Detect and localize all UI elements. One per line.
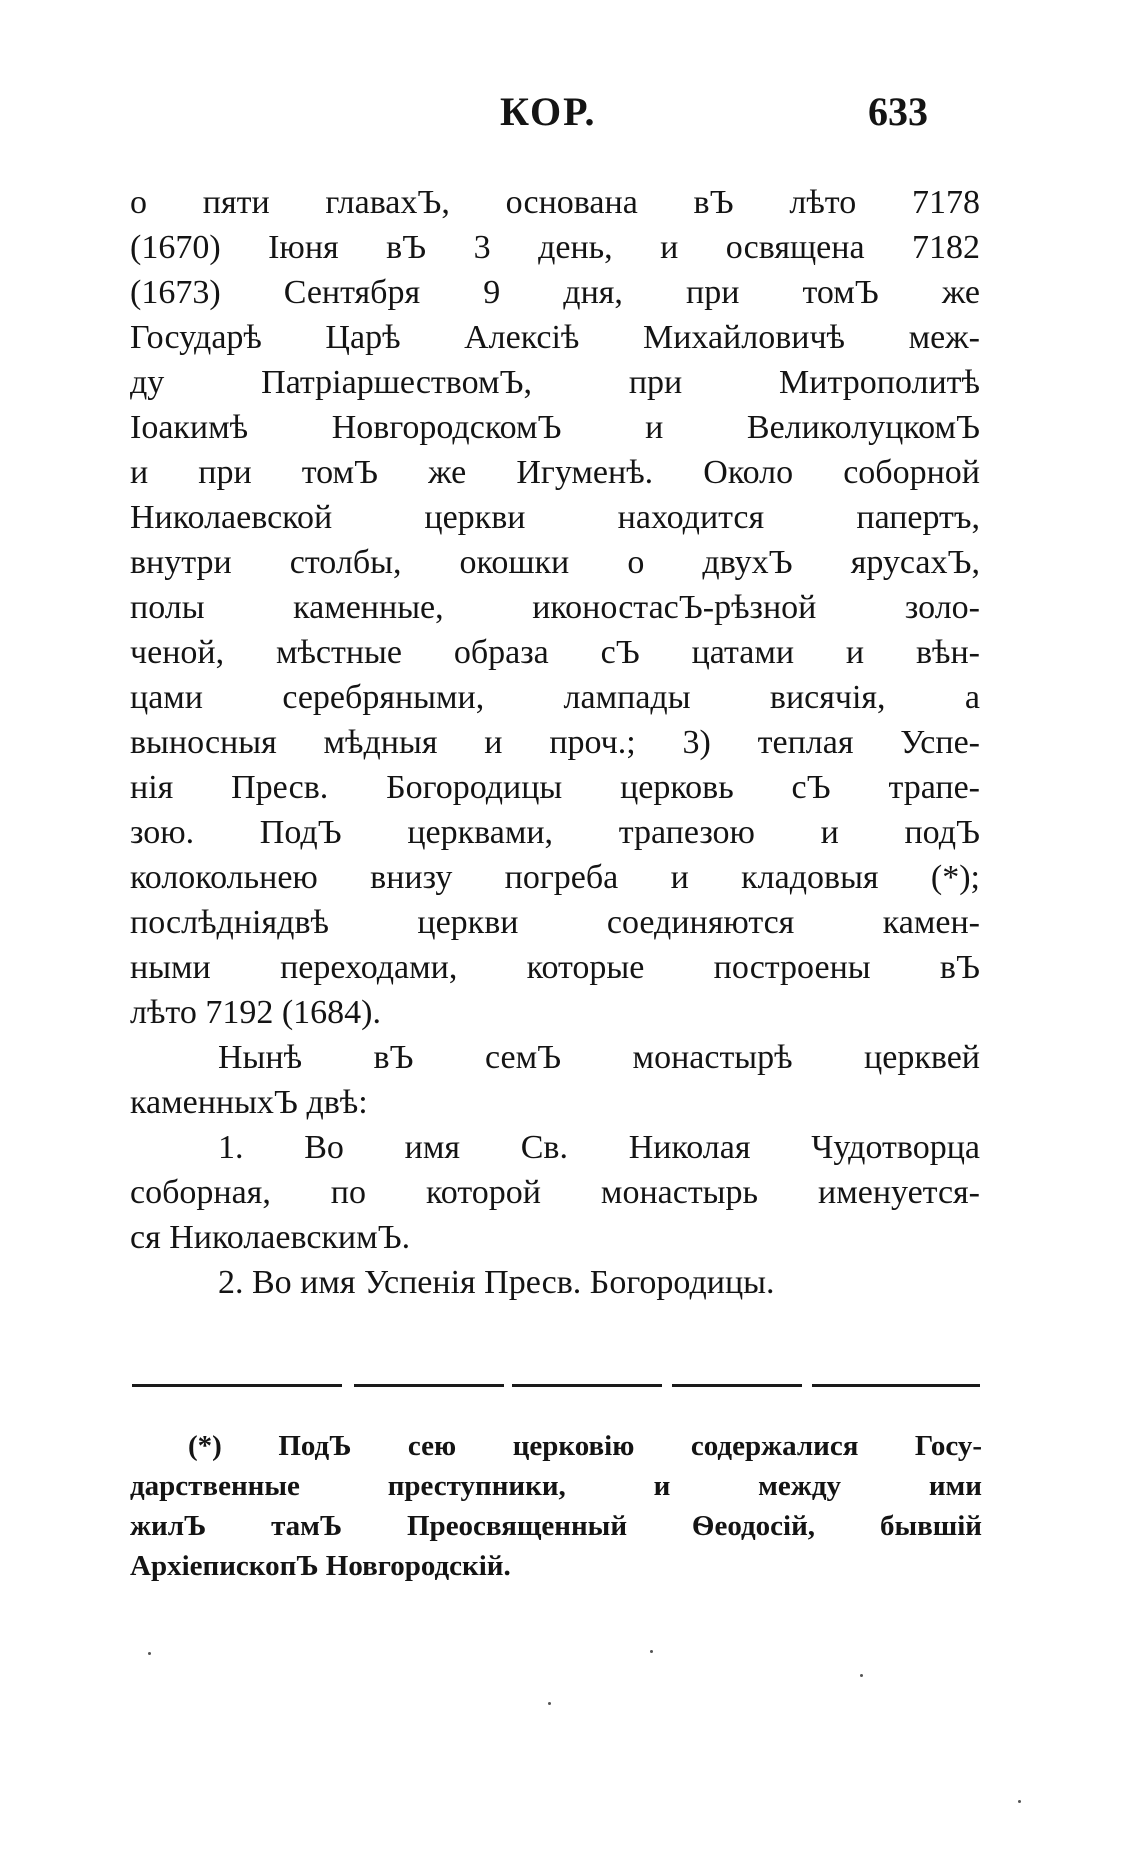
text-line: внутри столбы, окошки о двухЪ ярусахЪ, xyxy=(130,544,980,581)
page-header xyxy=(0,88,1140,148)
text-line: ченой, мѣстные образа сЪ цатами и вѣн- xyxy=(130,634,980,671)
footnote xyxy=(130,1426,982,1586)
text-line: Нынѣ вЪ семЪ монастырѣ церквей xyxy=(218,1039,980,1076)
text-line: зою. ПодЪ церквами, трапезою и подЪ xyxy=(130,814,980,851)
text-line: (1673) Сентября 9 дня, при томЪ же xyxy=(130,274,980,311)
scan-speck xyxy=(650,1650,653,1653)
footnote-line: АрхіепископЪ Новгородскій. xyxy=(130,1550,511,1582)
running-head: КОР. xyxy=(500,89,597,134)
text-line: ными переходами, которые построены вЪ xyxy=(130,949,980,986)
scan-speck xyxy=(860,1674,863,1677)
text-line: (1670) Іюня вЪ 3 день, и освящена 7182 xyxy=(130,229,980,266)
scan-speck xyxy=(148,1652,151,1655)
text-line: полы каменные, иконостасЪ-рѣзной золо- xyxy=(130,589,980,626)
text-line: послѣдніядвѣ церкви соединяются камен- xyxy=(130,904,980,941)
text-line: о пяти главахЪ, основана вЪ лѣто 7178 xyxy=(130,184,980,221)
text-line: Николаевской церкви находится папертъ, xyxy=(130,499,980,536)
list-item: 2. Во имя Успенія Пресв. Богородицы. xyxy=(218,1264,775,1301)
text-line: нія Пресв. Богородицы церковь сЪ трапе- xyxy=(130,769,980,806)
page-number: 633 xyxy=(868,89,928,134)
scan-speck xyxy=(548,1702,551,1705)
text-line: ся НиколаевскимЪ. xyxy=(130,1219,411,1256)
text-line: Государѣ Царѣ Алексіѣ Михайловичѣ меж- xyxy=(130,319,980,356)
footnote-line: дарственные преступники, и между ими xyxy=(130,1470,982,1502)
text-line: соборная, по которой монастырь именуется- xyxy=(130,1174,980,1211)
text-line: Іоакимѣ НовгородскомЪ и ВеликолуцкомЪ xyxy=(130,409,980,446)
text-line: и при томЪ же Игуменѣ. Около соборной xyxy=(130,454,980,491)
footnote-line: жилЪ тамЪ Преосвященный Ѳеодосій, бывшій xyxy=(130,1510,982,1542)
footnote-line: (*) ПодЪ сею церковію содержалися Госу- xyxy=(188,1430,982,1462)
footnote-divider xyxy=(132,1384,980,1390)
main-text xyxy=(130,180,980,1305)
text-line: каменныхЪ двѣ: xyxy=(130,1084,368,1121)
list-item: 1. Во имя Св. Николая Чудотворца xyxy=(218,1129,980,1166)
scan-speck xyxy=(1018,1800,1021,1803)
text-line: ду ПатріаршествомЪ, при Митрополитѣ xyxy=(130,364,980,401)
text-line: цами серебряными, лампады висячія, а xyxy=(130,679,980,716)
text-line: колокольнею внизу погреба и кладовыя (*); xyxy=(130,859,980,896)
text-line: лѣто 7192 (1684). xyxy=(130,994,381,1031)
text-line: выносныя мѣдныя и проч.; 3) теплая Успе- xyxy=(130,724,980,761)
